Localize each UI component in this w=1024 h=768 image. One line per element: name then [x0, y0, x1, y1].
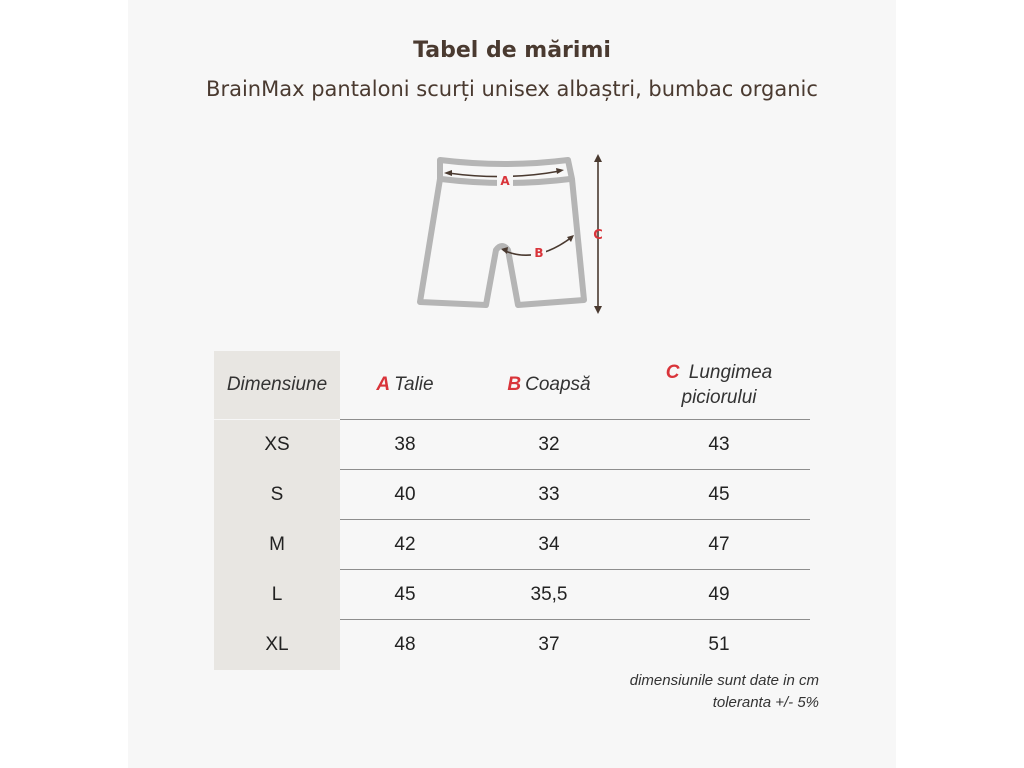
table-row: [214, 470, 810, 520]
size-cell: XS: [214, 420, 340, 470]
leg-length-cell: 47: [708, 534, 730, 555]
header-thigh: [470, 351, 628, 419]
label-a: A: [500, 174, 510, 188]
size-cell: M: [214, 520, 340, 570]
thigh-cell: 35,5: [530, 584, 568, 605]
leg-length-cell: 43: [708, 434, 730, 455]
header-leg-label-line2: piciorului: [681, 387, 757, 408]
header-leg-length: [628, 351, 810, 419]
leg-length-cell: 49: [708, 584, 730, 605]
thigh-cell: 32: [538, 434, 560, 455]
table-row: [214, 520, 810, 570]
table-header-row: [214, 351, 810, 419]
page-subtitle: BrainMax pantaloni scurți unisex albaștri, bumbac organic: [206, 77, 818, 101]
waist-cell: 38: [394, 434, 416, 455]
leg-length-cell: 51: [708, 634, 730, 655]
thigh-cell: 33: [538, 484, 560, 505]
header-thigh-label: Coapsă: [525, 374, 591, 395]
waist-cell: 42: [394, 534, 416, 555]
header-waist-letter: A: [376, 374, 391, 395]
label-b: B: [534, 246, 544, 260]
size-cell: XL: [214, 620, 340, 670]
thigh-cell: 34: [538, 534, 560, 555]
size-cell: L: [214, 570, 340, 620]
waist-cell: 48: [394, 634, 416, 655]
header-leg-label-line1: Lungimea: [688, 362, 773, 383]
header-size: Dimensiune: [214, 351, 340, 419]
header-waist-label: Talie: [394, 374, 434, 395]
waist-cell: 40: [394, 484, 416, 505]
waist-cell: 45: [394, 584, 416, 605]
page-title: Tabel de mărimi: [413, 38, 611, 63]
leg-length-cell: 45: [708, 484, 730, 505]
header-waist: [340, 351, 470, 419]
thigh-cell: 37: [538, 634, 560, 655]
label-c: C: [593, 228, 603, 243]
header-thigh-letter: B: [507, 374, 522, 395]
table-row: [214, 420, 810, 470]
table-row: [214, 620, 810, 670]
units-note: dimensiunile sunt date in cm: [629, 672, 819, 689]
shorts-diagram: [400, 145, 630, 325]
header-leg-letter: C: [665, 362, 680, 383]
size-cell: S: [214, 470, 340, 520]
tolerance-note: toleranta +/- 5%: [712, 694, 819, 711]
table-row: [214, 570, 810, 620]
